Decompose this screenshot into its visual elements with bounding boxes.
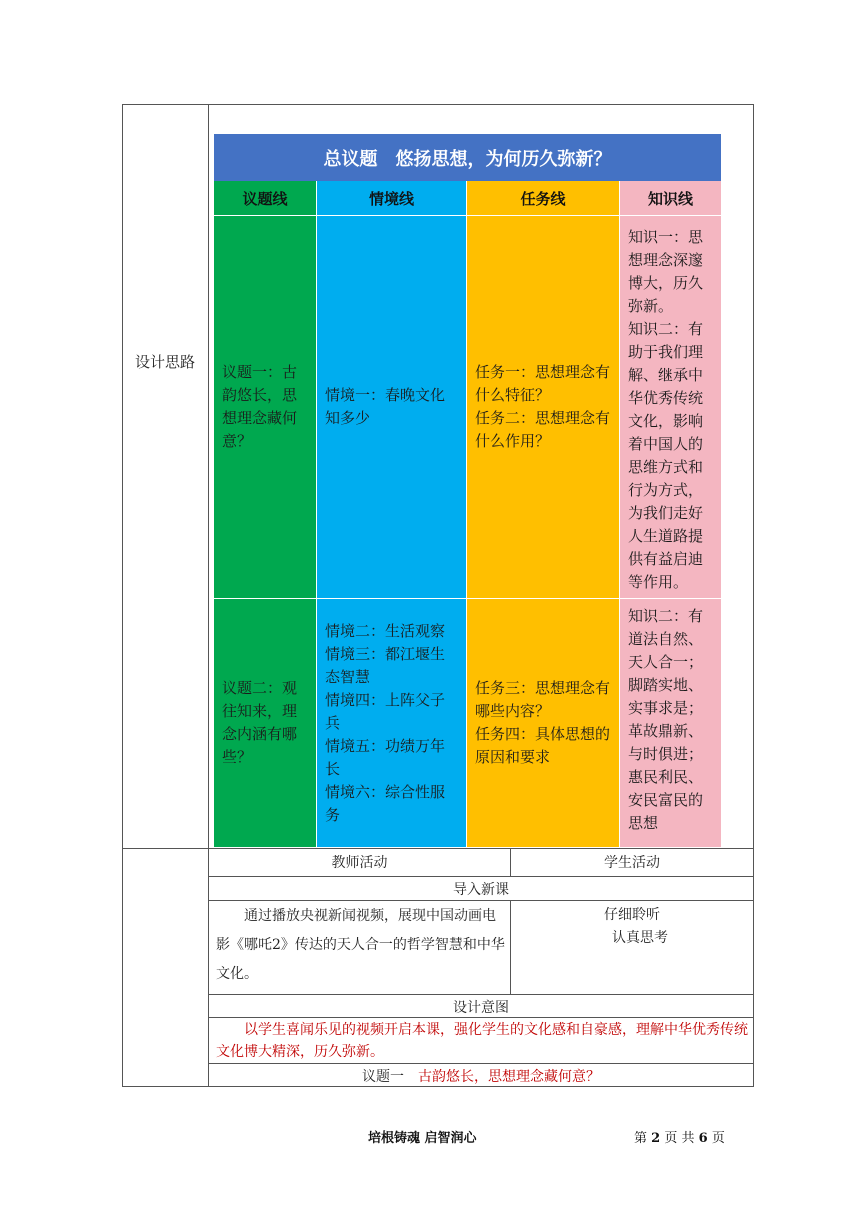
teacher-activity-header: 教师活动 [331, 855, 388, 871]
row2-task-text: 任务三：思想理念有哪些内容？ 任务四：具体思想的原因和要求 [475, 679, 611, 766]
intro-new-lesson: 导入新课 [453, 882, 509, 898]
row2-knowledge [620, 599, 721, 847]
row2-knowledge-text: 知识二：有道法自然、天人合一；脚踏实地、实事求是；革故鼎新、与时俱进；惠民利民、安民富民的思想 [628, 607, 704, 832]
row-line-3 [208, 994, 754, 995]
outer-border-bottom [122, 1086, 754, 1087]
row-line-2 [208, 900, 754, 901]
row-line-5 [208, 1063, 754, 1064]
row2-context-text: 情境二：生活观察情境三：都江堰生态智慧 情境四：上阵父子兵 情境五：功绩万年长 情境六：综合性服务 [325, 621, 446, 824]
row2-context [317, 599, 466, 847]
row1-task [467, 216, 619, 598]
page-total: 6 [698, 1131, 708, 1146]
row1-task-text: 任务一：思想理念有什么特征？ 任务二：思想理念有什么作用？ [475, 363, 611, 450]
left-column-divider [208, 104, 209, 1087]
topic-one-prefix: 议题一 [362, 1069, 418, 1085]
row2-task [467, 599, 619, 847]
row1-topic-text: 议题一：古韵悠长，思想理念藏何意？ [222, 363, 298, 450]
page-prefix: 第 [634, 1131, 648, 1146]
header-topic-line: 议题线 [214, 181, 316, 215]
row1-knowledge-text: 知识一：思想理念深邃博大，历久弥新。 知识二：有助于我们理解、继承中华优秀传统文化，影响着中国人的思维方式和行为方式，为我们走好人生道路提供有益启迪等作用。 [628, 228, 704, 591]
topic-one-text: 古韵悠长，思想理念藏何意？ [418, 1069, 600, 1085]
row1-context [317, 216, 466, 598]
outer-border-left [122, 104, 123, 1087]
header-knowledge-line: 知识线 [620, 181, 721, 215]
student-activity-think: 认真思考 [612, 930, 668, 946]
student-activity-header: 学生活动 [604, 855, 660, 871]
design-intent-header: 设计意图 [453, 1000, 509, 1016]
header-context-line: 情境线 [317, 181, 466, 215]
design-idea-label: 设计思路 [134, 353, 195, 371]
row-line-4 [208, 1017, 754, 1018]
row1-context-text: 情境一：春晚文化知多少 [325, 386, 446, 427]
row2-topic [214, 599, 316, 847]
footer-page-number [634, 1127, 725, 1146]
teacher-activity-text: 通过播放央视新闻视频，展现中国动画电影《哪吒2》传达的天人合一的哲学智慧和中华文化。 [216, 908, 505, 982]
page-mid: 页 共 [664, 1131, 695, 1146]
page-current: 2 [651, 1131, 661, 1146]
header-task-line: 任务线 [467, 181, 619, 215]
row1-knowledge [620, 216, 721, 598]
page-suffix: 页 [711, 1131, 725, 1146]
design-intent-text: 以学生喜闻乐见的视频开启本课，强化学生的文化感和自豪感，理解中华优秀传统文化博大精深，历久弥新。 [216, 1022, 748, 1060]
section-divider [122, 848, 754, 849]
outer-border-top [122, 104, 754, 105]
student-activity-listen: 仔细聆听 [604, 907, 660, 923]
row-line-1 [208, 876, 754, 877]
row2-topic-text: 议题二：观往知来，理念内涵有哪些？ [222, 679, 298, 766]
topic-one-heading [209, 1066, 753, 1086]
row1-topic [214, 216, 316, 598]
overview-title: 总议题 悠扬思想，为何历久弥新？ [214, 134, 721, 181]
footer-motto: 培根铸魂 启智润心 [368, 1131, 477, 1146]
